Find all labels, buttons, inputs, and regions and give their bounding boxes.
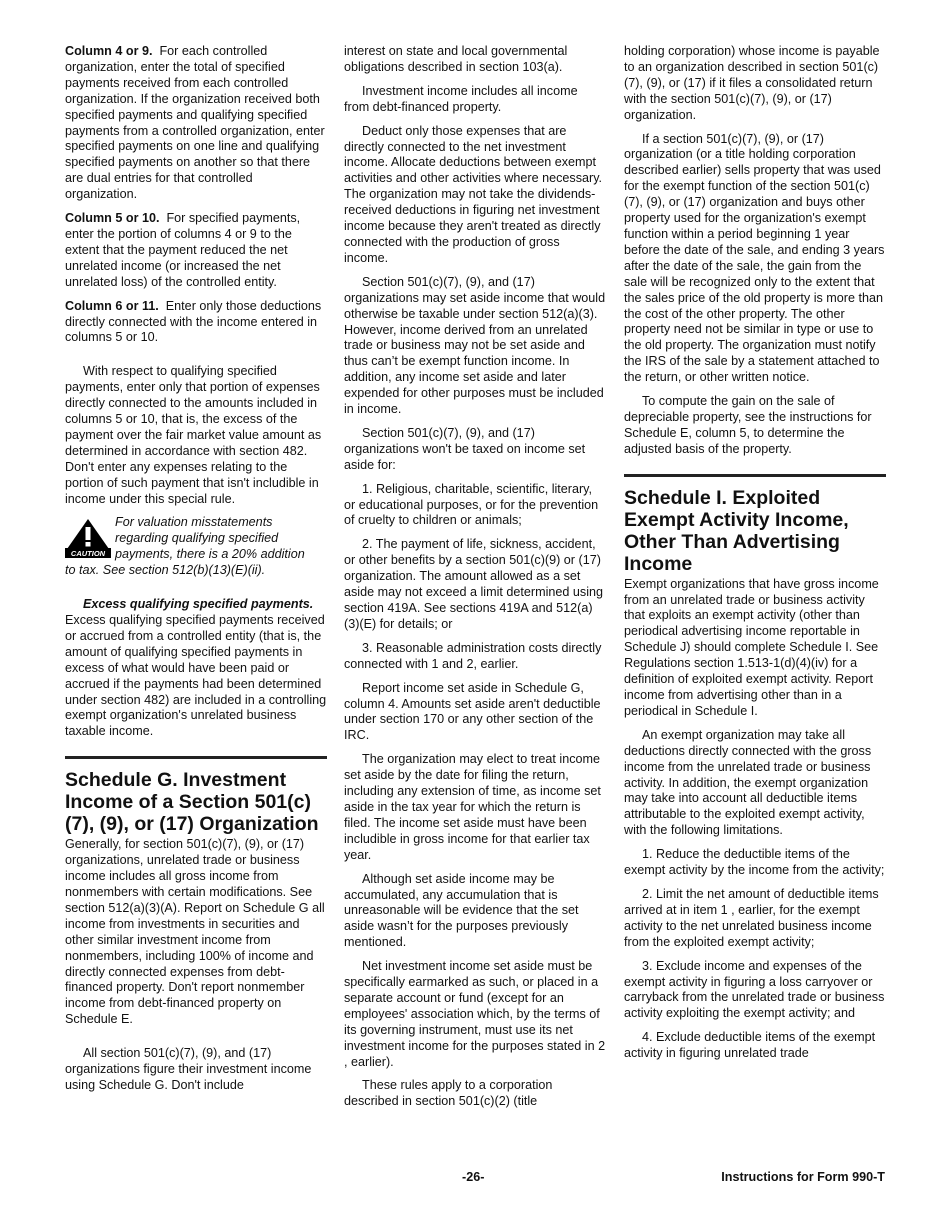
paragraph: These rules apply to a corporation described in section 501(c)(2) (title: [344, 1078, 553, 1109]
column-6-text: Enter only those deductions directly connected with the income entered in columns 5 or 10.: [65, 298, 322, 345]
caution-label: CAUTION: [70, 549, 106, 559]
qualifying-payments-paragraph: With respect to qualifying specified payments, enter only that portion of expenses directly connected to the amounts included in columns 5 or 10, that is, the excess of the payment over the fair market value amount as determined in accordance with section 482. Don't enter any expenses relating to the portion of such payment that isn't includible in income under this special rule.: [65, 364, 322, 506]
paragraph: If a section 501(c)(7), (9), or (17) organization (or a title holding corporation described earlier) sells property that was used for the exempt function of the section 501(c)(7), (9), or (17) organization and buys other property used for the organization's exempt function within a period beginning 1 year before the date of the sale, and ending 3 years after the date of the sale, the gain from the sale will be recognized only to the extent that the sales price of the old property is more than the cost of the other property. The other property need not be similar in type or use to the old property. The organization must notify the IRS of the sale by a statement attached to the return, or other written notice.: [624, 131, 885, 385]
schedule-g-heading: Schedule G. Investment Income of a Section 501(c)(7), (9), or (17) Organization: [65, 769, 319, 836]
caution-text: For valuation misstatements regarding qualifying specified payments, there is a 20% addition: [115, 515, 305, 562]
paragraph: Report income set aside in Schedule G, column 4. Amounts set aside aren't deductible under section 170 or any other section of the IRC.: [344, 680, 601, 743]
column-4-title: Column 4 or 9.: [65, 44, 153, 58]
caution-icon: [65, 518, 111, 558]
column-5-text: For specified payments, enter the portion of columns 4 or 9 to the extent that the payment reduced the net unrelated income (or increased the net unrelated loss) of the controlled entity.: [65, 211, 301, 289]
excess-payments-title: Excess qualifying specified payments.: [83, 597, 314, 612]
paragraph: Investment income includes all income from debt-financed property.: [344, 83, 578, 114]
schedule-i-paragraph-2: An exempt organization may take all deductions directly connected with the gross income from the unrelated trade or business activity. In addition, the exempt organization may take into account all deductible items attributable to the exploited exempt activity, with the following limitations.: [624, 727, 872, 838]
paragraph: holding corporation) whose income is payable to an organization described in section 501(c)(7), (9), or (17) if it files a consolidated return with the section 501(c)(7), (9), or (17) organization.: [624, 44, 880, 122]
schedule-g-paragraph-2: All section 501(c)(7), (9), and (17) organizations figure their investment income using Schedule G. Don't include: [65, 1046, 312, 1092]
column-left: [65, 44, 327, 1102]
paragraph: interest on state and local governmental obligations described in section 103(a).: [344, 44, 568, 74]
list-item: 2. Limit the net amount of deductible items arrived at in item 1 , earlier, for the exempt activity to the net unrelated business income from the exploited exempt activity;: [624, 886, 879, 949]
list-item: 2. The payment of life, sickness, accident, or other benefits by a section 501(c)(9) or (17) organization. The amount allowed as a set aside may not exceed a limit determined using section 419A. See sections 419A and 512(a)(3)(E) for details; or: [344, 537, 604, 631]
column-5-title: Column 5 or 10.: [65, 211, 160, 226]
column-5-paragraph: [65, 211, 327, 291]
excess-payments-paragraph: [65, 597, 327, 740]
paragraph: To compute the gain on the sale of depreciable property, see the instructions for Schedule E, column 5, to determine the adjusted basis of the property.: [624, 394, 872, 456]
column-6-title: Column 6 or 11.: [65, 298, 159, 313]
page-number: -26-: [462, 1170, 485, 1184]
excess-payments-text: Excess qualifying specified payments received or accrued from a controlled entity (that is, the amount of qualifying specified payments in excess of what would have been paid or accrued if the payments had been determined under section 482) are included in a controlling exempt organization's unrelated business taxable income.: [65, 613, 327, 739]
schedule-g-paragraph-1: Generally, for section 501(c)(7), (9), or (17) organizations, unrelated trade or business income includes all gross income from nonmembers with certain modifications. See section 512(a)(3)(A). Report on Schedule G all income from investments in securities and other similar investment income from nonmembers, including 100% of income and directly connected expenses from debt-financed property. Don't report nonmember income from debt-financed property on Schedule E.: [65, 837, 325, 1027]
section-divider: [624, 474, 886, 477]
form-name: Instructions for Form 990-T: [721, 1170, 885, 1184]
column-4-paragraph: [65, 44, 327, 203]
schedule-i-heading: Schedule I. Exploited Exempt Activity Income, Other Than Advertising Income: [624, 486, 849, 575]
paragraph: Deduct only those expenses that are directly connected to the net investment income. Allocate deductions between exempt activities and other activities where necessary. The organization may not take the dividends-received deductions in figuring net investment income because they aren't treated as directly connected with the production of gross income.: [344, 123, 603, 265]
list-item: 3. Exclude income and expenses of the exempt activity in figuring a loss carryover or carryback from the unrelated trade or business activity exploiting the exempt activity; and: [624, 958, 885, 1021]
paragraph: Section 501(c)(7), (9), and (17) organizations may set aside income that would otherwise be taxable under section 512(a)(3). However, income derived from an unrelated trade or business may not be set aside and thus can’t be exempt function income. In addition, any income set aside and later expended for other purposes must be included in income.: [344, 274, 606, 417]
column-middle: [344, 44, 606, 1118]
column-4-text: For each controlled organization, enter the total of specified payments received from each controlled organization. If the organization received both specified payments and qualifying specified payments from a controlled organization, enter specified payments on one line and qualifying specified payments on another so that there are dual entries for that controlled organization.: [65, 44, 325, 202]
list-item: 4. Exclude deductible items of the exempt activity in figuring unrelated trade: [624, 1030, 876, 1061]
column-6-paragraph: [65, 299, 327, 347]
paragraph: The organization may elect to treat income set aside by the date for filing the return, including any extension of time, as income set aside in the tax year for which the return is filed. The income set aside must have been includible in gross income for that earlier tax year.: [344, 752, 601, 862]
list-item: 1. Reduce the deductible items of the exempt activity by the income from the activity;: [624, 847, 885, 878]
paragraph: Section 501(c)(7), (9), and (17) organizations won't be taxed on income set aside for:: [344, 425, 586, 472]
schedule-i-paragraph-1: Exempt organizations that have gross income from an unrelated trade or business activity that exploits an exempt activity (other than periodical advertising income reportable in Schedule J) should complete Schedule I. See Regulations section 1.513-1(d)(4)(iv) for a definition of exploited exempt activity. Report income from advertising other than in a periodical in Schedule I.: [624, 576, 879, 718]
paragraph: Net investment income set aside must be specifically earmarked as such, or placed in a separate account or fund (except for an employees' association which, by the terms of its governing instrument, must use its net investment income for the purposes stated in 2 , earlier).: [344, 959, 606, 1069]
paragraph: Although set aside income may be accumulated, any accumulation that is unreasonable will be evidence that the set aside wasn’t for the purposes previously mentioned.: [344, 871, 579, 950]
list-item: 3. Reasonable administration costs directly connected with 1 and 2, earlier.: [344, 640, 602, 671]
section-divider: [65, 756, 327, 759]
list-item: 1. Religious, charitable, scientific, literary, or educational purposes, or for the prevention of cruelty to children or animals;: [344, 481, 599, 528]
caution-text-continued: to tax. See section 512(b)(13)(E)(ii).: [65, 563, 266, 578]
caution-note: [65, 515, 327, 579]
column-right: [624, 44, 886, 1070]
